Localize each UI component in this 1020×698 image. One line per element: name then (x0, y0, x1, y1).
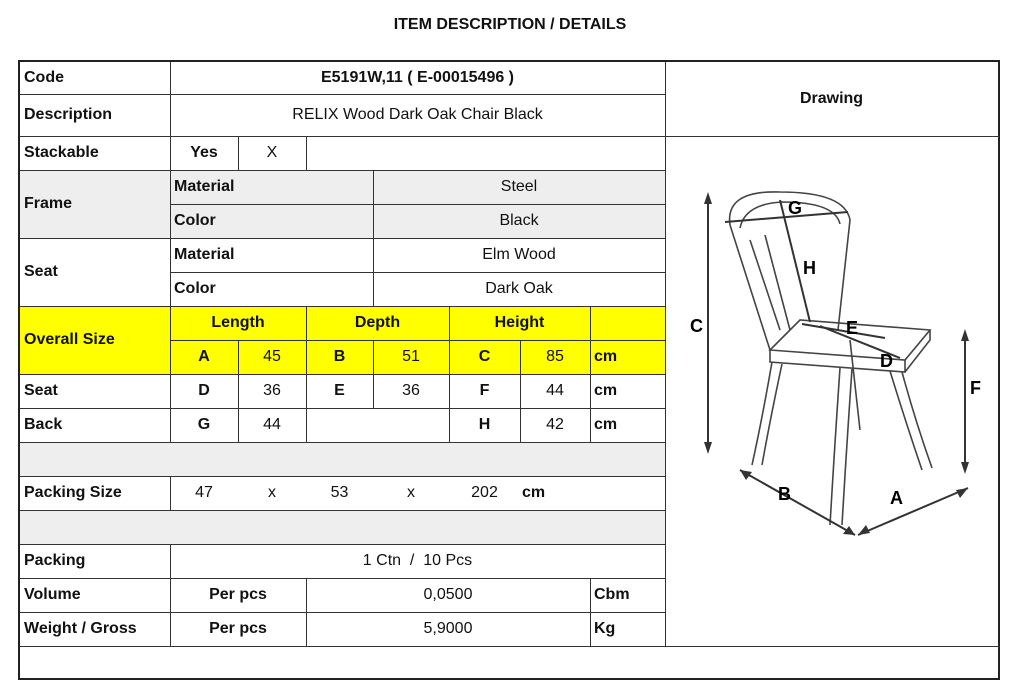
description-label: Description (24, 106, 113, 123)
dim-label-c: C (690, 316, 703, 336)
overall-c-label: C (478, 348, 491, 365)
dim-label-b: B (778, 484, 791, 504)
page-title: ITEM DESCRIPTION / DETAILS (393, 16, 627, 33)
overall-b-value: 51 (402, 348, 420, 365)
volume-label: Volume (24, 586, 81, 603)
packing-size-x2: x (407, 484, 415, 501)
back-g-label: G (197, 416, 211, 433)
weight-per: Per pcs (209, 620, 267, 637)
overall-a-label: A (198, 348, 210, 365)
drawing-header: Drawing (799, 90, 864, 107)
overall-length-header: Length (211, 314, 265, 331)
weight-label: Weight / Gross (24, 620, 137, 637)
code-label: Code (24, 69, 64, 86)
back-h-label: H (478, 416, 491, 433)
chair-drawing (690, 180, 990, 550)
volume-unit: Cbm (594, 586, 630, 603)
seat-f-label: F (479, 382, 490, 399)
packing-value: 1 Ctn / 10 Pcs (362, 552, 473, 569)
seat-dims-unit: cm (594, 382, 618, 399)
packing-size-h: 202 (471, 484, 498, 501)
seat-spec-label: Seat (24, 263, 58, 280)
overall-unit: cm (594, 348, 618, 365)
overall-height-header: Height (494, 314, 545, 331)
seat-e-label: E (334, 382, 345, 399)
dim-label-e: E (846, 318, 859, 338)
dim-label-a: A (890, 488, 903, 508)
dim-label-d: D (880, 351, 893, 371)
volume-per: Per pcs (209, 586, 267, 603)
back-dims-label: Back (24, 416, 63, 433)
frame-material-label: Material (174, 178, 235, 195)
packing-label: Packing (24, 552, 86, 569)
seat-e-value: 36 (402, 382, 420, 399)
seat-material-label: Material (174, 246, 235, 263)
dimension-arrows (704, 192, 969, 535)
frame-color-label: Color (174, 212, 216, 229)
seat-f-value: 44 (546, 382, 564, 399)
back-h-value: 42 (546, 416, 564, 433)
back-dims-unit: cm (594, 416, 618, 433)
overall-b-label: B (333, 348, 346, 365)
dim-label-g: G (788, 198, 803, 218)
description-value: RELIX Wood Dark Oak Chair Black (292, 106, 543, 123)
seat-dims-label: Seat (24, 382, 58, 399)
chair-outline (730, 192, 932, 525)
frame-label: Frame (24, 195, 73, 212)
stackable-label: Stackable (24, 144, 99, 161)
packing-size-label: Packing Size (24, 484, 122, 501)
overall-a-value: 45 (263, 348, 281, 365)
blank-row-bg (20, 442, 665, 476)
packing-size-d: 53 (330, 484, 349, 501)
stackable-mark: X (266, 144, 278, 161)
packing-size-unit: cm (522, 484, 546, 501)
overall-size-label: Overall Size (24, 331, 115, 348)
volume-value: 0,0500 (423, 586, 473, 603)
seat-material-value: Elm Wood (482, 246, 556, 263)
seat-d-value: 36 (263, 382, 281, 399)
packing-size-x1: x (268, 484, 276, 501)
stackable-yes: Yes (190, 144, 218, 161)
seat-color-value: Dark Oak (485, 280, 553, 297)
blank-row-bg-2 (20, 510, 665, 544)
frame-color-value: Black (499, 212, 539, 229)
packing-size-w: 47 (195, 484, 213, 501)
weight-value: 5,9000 (423, 620, 473, 637)
seat-d-label: D (198, 382, 210, 399)
frame-material-value: Steel (500, 178, 538, 195)
seat-color-label: Color (174, 280, 216, 297)
code-value: E5191W,11 ( E-00015496 ) (320, 69, 515, 86)
overall-c-value: 85 (546, 348, 564, 365)
overall-depth-header: Depth (354, 314, 401, 331)
back-g-value: 44 (263, 416, 281, 433)
dim-label-f: F (970, 378, 981, 398)
dim-label-h: H (803, 258, 816, 278)
weight-unit: Kg (594, 620, 616, 637)
